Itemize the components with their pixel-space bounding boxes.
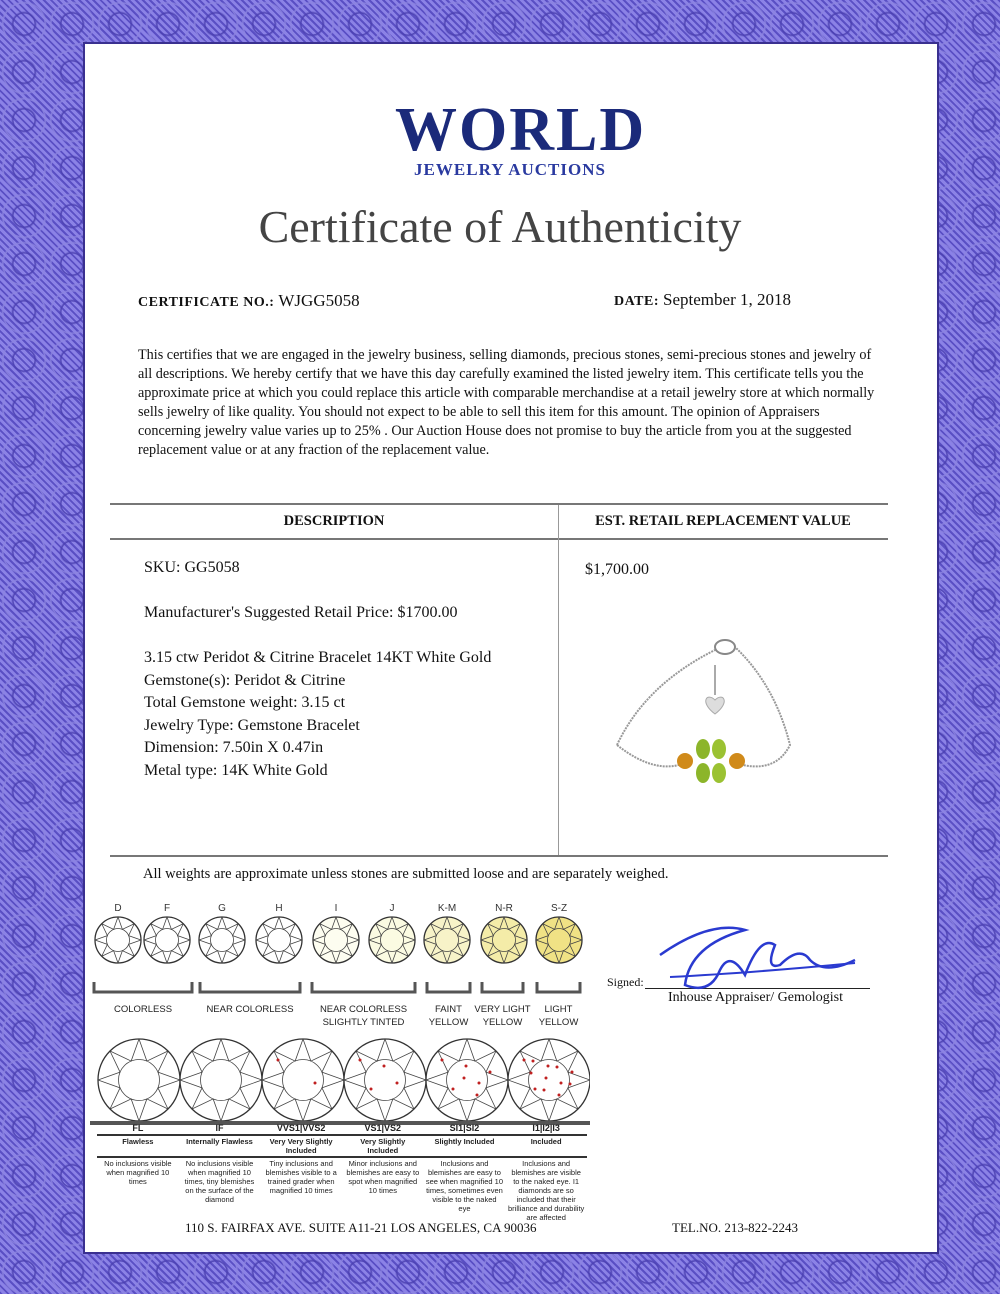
color-grade-diamond bbox=[144, 917, 190, 963]
color-grade-label: D bbox=[114, 903, 122, 914]
inclusion-mark bbox=[571, 1071, 574, 1074]
logo-subtitle: JEWELRY AUCTIONS bbox=[414, 160, 606, 179]
inclusion-mark bbox=[489, 1071, 492, 1074]
clarity-desc: Minor inclusions and blemishes are easy to spot when magnified 10 times bbox=[346, 1159, 420, 1195]
description-line: SKU: GG5058 bbox=[144, 559, 240, 576]
inclusion-mark bbox=[396, 1082, 399, 1085]
footer-phone: TEL.NO. 213-822-2243 bbox=[672, 1220, 799, 1235]
color-grade-label: F bbox=[163, 903, 171, 914]
color-grade-label: N-R bbox=[495, 903, 513, 914]
clarity-name: Very Slightly Included bbox=[342, 1135, 424, 1157]
clarity-row-desc bbox=[97, 1157, 587, 1223]
logo-word: WORLD bbox=[395, 96, 647, 164]
color-group-label: YELLOW bbox=[482, 1017, 523, 1028]
description-line: Total Gemstone weight: 3.15 ct bbox=[144, 694, 346, 711]
clarity-name: Very Very Slightly Included bbox=[260, 1135, 342, 1157]
inclusion-mark bbox=[463, 1077, 466, 1080]
color-grade-diamond bbox=[95, 917, 141, 963]
clarity-table bbox=[97, 1122, 587, 1223]
clarity-diamond bbox=[344, 1039, 426, 1121]
color-group-label: YELLOW bbox=[538, 1017, 579, 1028]
clarity-desc: Inclusions and blemishes are visible to the naked eye. I1 diamonds are so included that their brilliance and durability are affected bbox=[507, 1159, 585, 1222]
color-grade-diamond bbox=[199, 917, 245, 963]
clarity-desc: No inclusions visible when magnified 10 times, tiny blemishes on the surface of the diamond bbox=[184, 1159, 255, 1204]
color-grade-label: S-Z bbox=[550, 903, 568, 914]
intro-paragraph: This certifies that we are engaged in the jewelry business, selling diamonds, precious stones, semi-precious stones and jewelry of all descriptions. We hereby certify that we have this day carefully examined the listed jewelry item. This certificate tells you the approximate price at which you could replace this article with comparable merchandise at a retail jewelry store at which normally sells jewelry of like quality. You should not expect to be able to sell this item for this amount. The opinion of Appraisers concerning jewelry value varies up to 25% . Our Auction House does not promise to buy the article from you at the suggested replacement value or at any fraction of the replacement value. bbox=[138, 347, 875, 458]
bracelet-image bbox=[605, 625, 805, 805]
clarity-grade: VVS1|VVS2 bbox=[260, 1122, 342, 1135]
inclusion-mark bbox=[547, 1065, 550, 1068]
clarity-name: Included bbox=[505, 1135, 587, 1157]
inclusion-mark bbox=[476, 1094, 479, 1097]
color-group-bracket bbox=[94, 982, 192, 992]
clarity-row-grade bbox=[97, 1122, 587, 1135]
color-grade-diamond bbox=[369, 917, 415, 963]
inclusion-mark bbox=[558, 1094, 561, 1097]
color-group-label: SLIGHTLY TINTED bbox=[322, 1017, 405, 1028]
certificate-date bbox=[614, 290, 791, 310]
color-grade-diamond bbox=[256, 917, 302, 963]
inclusion-mark bbox=[545, 1077, 548, 1080]
clarity-grade: I1|I2|I3 bbox=[505, 1122, 587, 1135]
color-group-label: NEAR COLORLESS bbox=[206, 1004, 294, 1015]
color-grade-label: K-M bbox=[437, 903, 457, 914]
description-line: Manufacturer's Suggested Retail Price: $1700.00 bbox=[144, 604, 458, 621]
clarity-desc: Inclusions and blemishes are easy to see when magnified 10 times, sometimes even visible to the naked eye bbox=[425, 1159, 504, 1213]
page-title: Certificate of Authenticity bbox=[258, 201, 742, 252]
color-group-label: COLORLESS bbox=[113, 1004, 173, 1015]
color-group-label: NEAR COLORLESS bbox=[319, 1004, 408, 1015]
value-header: EST. RETAIL REPLACEMENT VALUE bbox=[595, 513, 851, 529]
inclusion-mark bbox=[314, 1082, 317, 1085]
clarity-diamond bbox=[262, 1039, 344, 1121]
inclusion-mark bbox=[441, 1059, 444, 1062]
inclusion-mark bbox=[370, 1088, 373, 1091]
replacement-value: $1,700.00 bbox=[585, 561, 649, 578]
inclusion-mark bbox=[277, 1059, 280, 1062]
color-group-label: YELLOW bbox=[428, 1017, 469, 1028]
description-line: Gemstone(s): Peridot & Citrine bbox=[144, 671, 346, 689]
description-line: Jewelry Type: Gemstone Bracelet bbox=[144, 716, 360, 734]
certificate-no-label: CERTIFICATE NO.: bbox=[138, 295, 275, 310]
description-line: Metal type: 14K White Gold bbox=[144, 761, 328, 779]
inclusion-mark bbox=[452, 1088, 455, 1091]
clarity-diamond bbox=[508, 1039, 590, 1121]
inclusion-mark bbox=[359, 1059, 362, 1062]
inclusion-mark bbox=[560, 1082, 563, 1085]
clarity-desc: Tiny inclusions and blemishes visible to a trained grader when magnified 10 times bbox=[265, 1159, 337, 1195]
color-grade-diamond bbox=[313, 917, 359, 963]
diamond-grading-chart bbox=[90, 895, 590, 1145]
color-group-bracket bbox=[537, 982, 580, 992]
inclusion-mark bbox=[532, 1060, 535, 1063]
date-value: September 1, 2018 bbox=[663, 290, 791, 309]
inclusion-mark bbox=[534, 1088, 537, 1091]
description-line: Dimension: 7.50in X 0.47in bbox=[144, 739, 324, 756]
clarity-grade: SI1|SI2 bbox=[424, 1122, 506, 1135]
color-group-bracket bbox=[200, 982, 300, 992]
color-grade-label: G bbox=[218, 903, 226, 914]
table-header bbox=[110, 505, 888, 540]
clarity-diamond bbox=[426, 1039, 508, 1121]
certificate-number bbox=[138, 291, 360, 311]
inclusion-mark bbox=[543, 1089, 546, 1092]
description-line: 3.15 ctw Peridot & Citrine Bracelet 14KT White Gold bbox=[144, 649, 492, 666]
inclusion-mark bbox=[556, 1066, 559, 1069]
clarity-grade: VS1|VS2 bbox=[342, 1122, 424, 1135]
date-label: DATE: bbox=[614, 294, 660, 309]
signed-label: Signed: bbox=[607, 975, 644, 989]
appraiser-title: Inhouse Appraiser/ Gemologist bbox=[668, 990, 843, 1005]
column-divider bbox=[558, 505, 559, 855]
description-line bbox=[144, 625, 491, 648]
footer-address: 110 S. FAIRFAX AVE. SUITE A11-21 LOS ANGELES, CA 90036 bbox=[185, 1220, 537, 1235]
clarity-name: Flawless bbox=[97, 1135, 179, 1157]
weights-note: All weights are approximate unless stones are submitted loose and are separately weighed. bbox=[143, 866, 669, 882]
logo bbox=[395, 96, 647, 180]
description-line bbox=[144, 580, 491, 603]
color-group-bracket bbox=[482, 982, 523, 992]
color-grade-label: H bbox=[275, 903, 283, 914]
color-grade-diamond bbox=[536, 917, 582, 963]
certificate-no-value: WJGG5058 bbox=[278, 291, 360, 310]
color-group-label: LIGHT bbox=[544, 1004, 573, 1015]
inclusion-mark bbox=[569, 1083, 572, 1086]
description-header: DESCRIPTION bbox=[283, 513, 385, 529]
clarity-grade: FL bbox=[97, 1122, 179, 1135]
clarity-diamond bbox=[98, 1039, 180, 1121]
clarity-diamond bbox=[180, 1039, 262, 1121]
color-grade-diamond bbox=[481, 917, 527, 963]
color-grade-diamond bbox=[424, 917, 470, 963]
color-group-bracket bbox=[427, 982, 470, 992]
color-group-label: FAINT bbox=[435, 1004, 462, 1015]
item-description bbox=[144, 557, 491, 782]
color-group-label: VERY LIGHT bbox=[474, 1004, 531, 1015]
inclusion-mark bbox=[523, 1059, 526, 1062]
clarity-name: Internally Flawless bbox=[179, 1135, 261, 1157]
inclusion-mark bbox=[383, 1065, 386, 1068]
clarity-name: Slightly Included bbox=[424, 1135, 506, 1157]
clarity-grade: IF bbox=[179, 1122, 261, 1135]
inclusion-mark bbox=[478, 1082, 481, 1085]
clarity-row-name bbox=[97, 1135, 587, 1157]
item-table bbox=[110, 503, 888, 857]
color-grade-label: J bbox=[389, 903, 395, 914]
color-grade-label: I bbox=[334, 903, 338, 914]
inclusion-mark bbox=[530, 1072, 533, 1075]
color-group-bracket bbox=[312, 982, 415, 992]
inclusion-mark bbox=[465, 1065, 468, 1068]
clarity-desc: No inclusions visible when magnified 10 times bbox=[104, 1159, 172, 1186]
